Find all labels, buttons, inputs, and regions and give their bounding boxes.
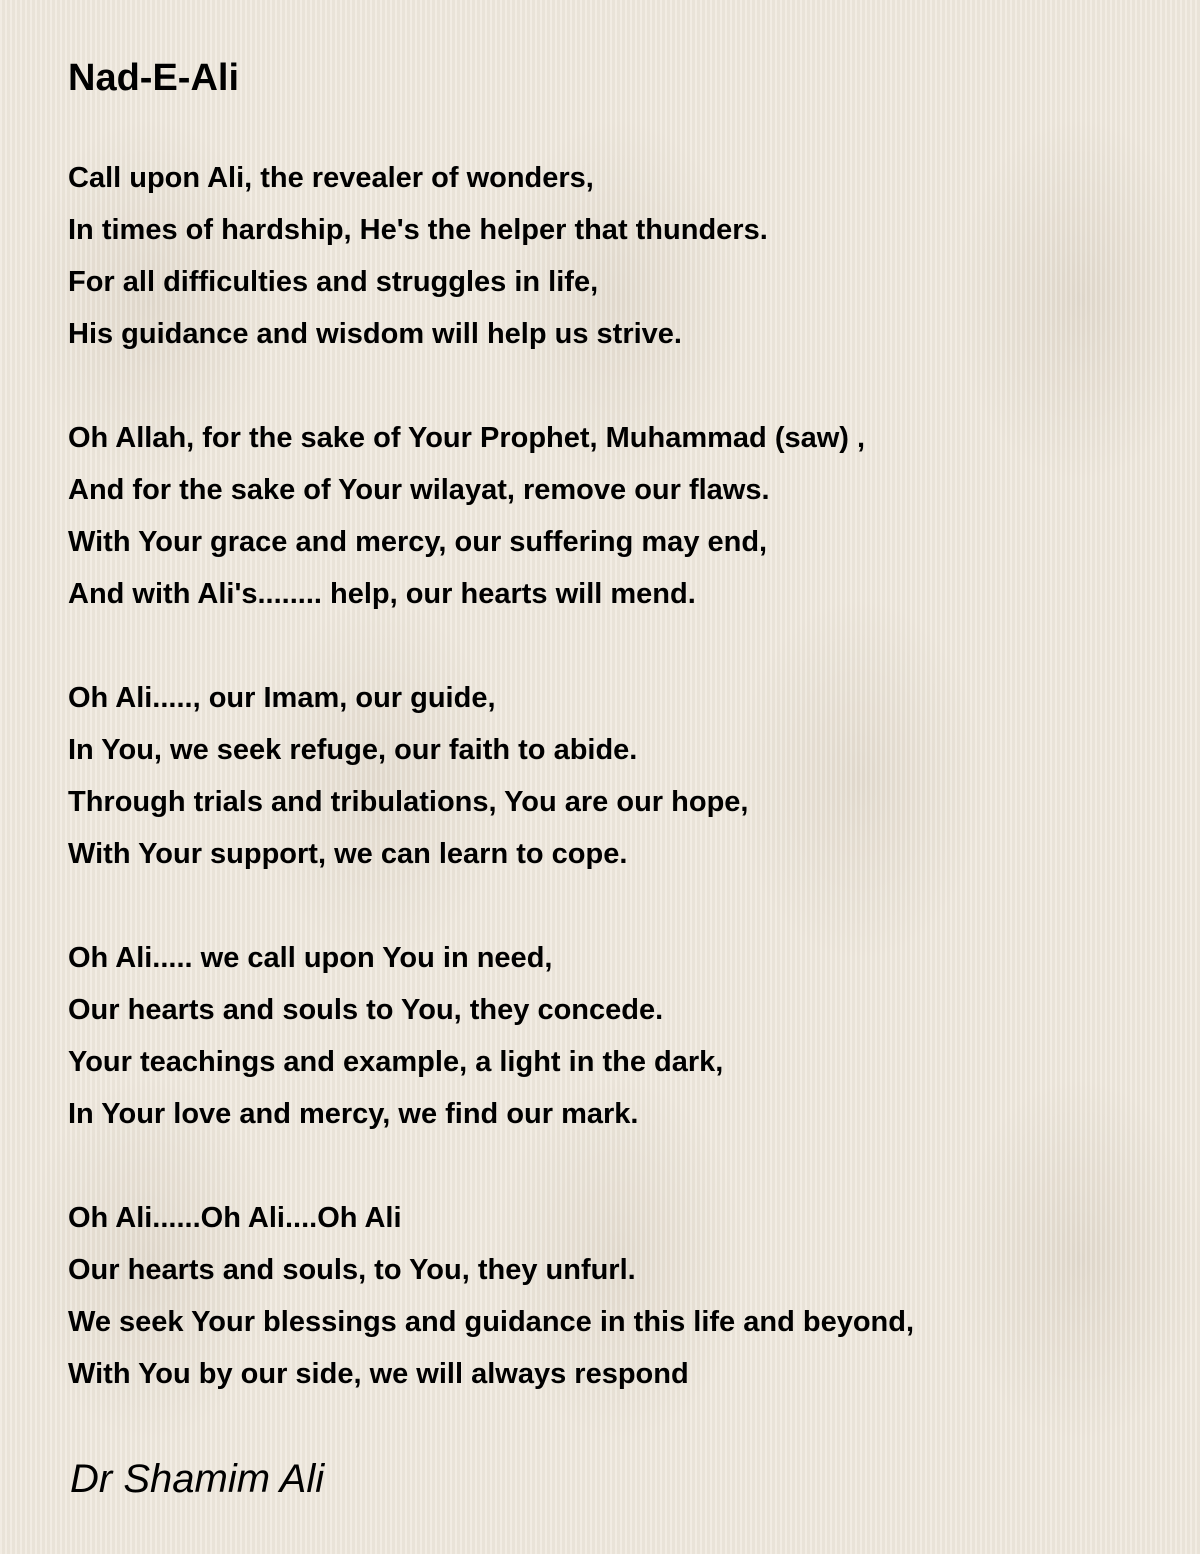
poem-line: In Your love and mercy, we find our mark. [68,1098,639,1130]
poem-line: Oh Ali......Oh Ali....Oh Ali [68,1202,402,1234]
stanza [68,932,1168,1140]
poem-line: In You, we seek refuge, our faith to abide. [68,734,638,766]
poem-line: Oh Ali....., our Imam, our guide, [68,682,496,714]
stanza-gap [68,1140,1168,1192]
poem-line: Our hearts and souls to You, they concede. [68,994,664,1026]
poem-line: Through trials and tribulations, You are our hope, [68,786,749,818]
poem-line: For all difficulties and struggles in life, [68,266,599,298]
stanza-gap [68,620,1168,672]
poem-line: Oh Allah, for the sake of Your Prophet, Muhammad (saw) , [68,422,866,454]
poem-line: And with Ali's........ help, our hearts will mend. [68,578,696,610]
stanza-gap [68,880,1168,932]
poem-line: With Your grace and mercy, our suffering may end, [68,526,768,558]
poem-author: Dr Shamim Ali [70,1457,325,1501]
poem-line: Our hearts and souls, to You, they unfurl. [68,1254,636,1286]
stanza [68,152,1168,360]
stanza [68,412,1168,620]
poem-line: With You by our side, we will always respond [68,1358,689,1390]
poem-line: Call upon Ali, the revealer of wonders, [68,162,594,194]
poem-line: And for the sake of Your wilayat, remove our flaws. [68,474,770,506]
poem-line: Your teachings and example, a light in the dark, [68,1046,724,1078]
poem-line: His guidance and wisdom will help us strive. [68,318,682,350]
stanza [68,1192,1168,1400]
poem-body [68,152,1168,1400]
poem-line: With Your support, we can learn to cope. [68,838,628,870]
poem-line: We seek Your blessings and guidance in this life and beyond, [68,1306,915,1338]
stanza [68,672,1168,880]
poem-line: Oh Ali..... we call upon You in need, [68,942,553,974]
poem-title: Nad-E-Ali [68,57,239,99]
stanza-gap [68,360,1168,412]
poem-line: In times of hardship, He's the helper that thunders. [68,214,768,246]
